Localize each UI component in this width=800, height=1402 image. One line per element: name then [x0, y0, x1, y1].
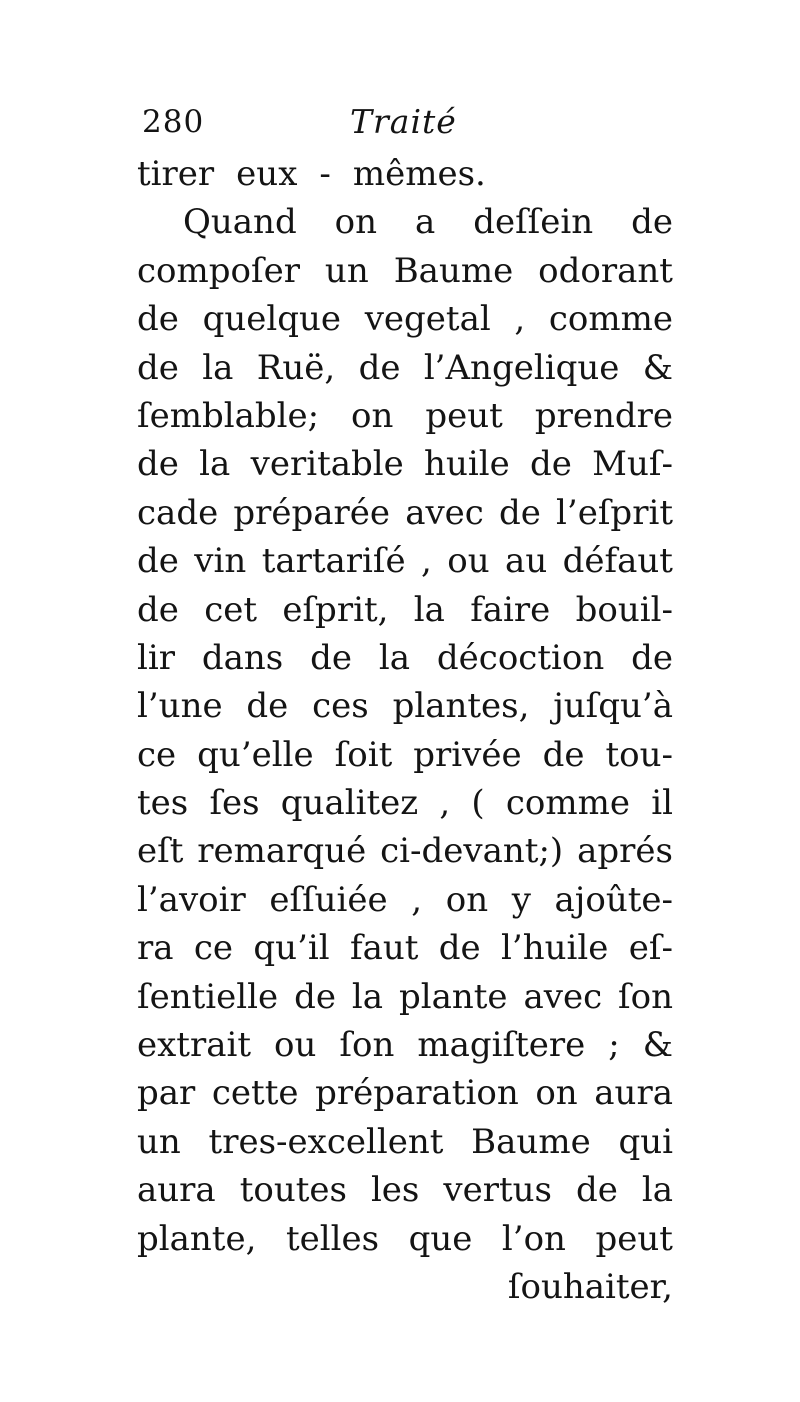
word: peut [425, 395, 503, 436]
word: l’on [501, 1218, 566, 1259]
text-line-8 [137, 489, 673, 537]
word: faut [350, 928, 419, 969]
word: plante [398, 976, 508, 1017]
word: de [438, 928, 481, 969]
word: préparée [233, 492, 391, 533]
word: peut [595, 1218, 673, 1259]
text-line-18 [137, 973, 673, 1021]
text-line-12 [137, 682, 673, 730]
word: vertus [443, 1170, 552, 1211]
word: lir [137, 637, 176, 678]
word: ; [608, 1025, 620, 1066]
word: , [421, 541, 432, 582]
word: a [414, 202, 436, 243]
word: qualitez [280, 783, 419, 824]
word: avec [523, 976, 603, 1017]
word: on [334, 202, 378, 243]
word: remarqué [197, 831, 367, 872]
word: eſt [137, 831, 184, 872]
word: quelque [202, 299, 342, 340]
word: préparation [315, 1073, 519, 1114]
word: de [137, 347, 179, 388]
word: aprés [577, 831, 673, 872]
word: de [530, 444, 572, 485]
word: ci-devant;) [380, 831, 564, 872]
word: prendre [534, 395, 673, 436]
word: ce [137, 734, 177, 775]
word: tirer [137, 154, 215, 194]
word: dans [201, 637, 284, 678]
word: de [137, 589, 179, 630]
word: ( [471, 783, 485, 824]
word: bouil- [575, 589, 673, 630]
word: eux [236, 154, 298, 194]
word: la [378, 637, 411, 678]
word: de [137, 541, 179, 582]
word: , [514, 299, 526, 340]
word: de [246, 686, 289, 727]
word: privée [413, 734, 522, 775]
word: vin [194, 541, 247, 582]
word: la [351, 976, 384, 1017]
word: extrait [137, 1025, 252, 1066]
text-line-4 [137, 295, 673, 343]
word: de [310, 637, 353, 678]
word: ajoûte- [554, 879, 673, 920]
text-line-14 [137, 779, 673, 827]
word: huile [424, 444, 510, 485]
word: odorant [538, 250, 673, 291]
word: magiſtere [417, 1025, 586, 1066]
word: l’eſprit [556, 492, 673, 533]
text-line-1 [137, 150, 673, 198]
word: de [499, 492, 541, 533]
running-head: Traité [350, 102, 457, 141]
word: compoſer [137, 250, 300, 291]
word: que [408, 1218, 473, 1259]
word: cette [211, 1073, 299, 1114]
word: plantes, [392, 686, 530, 727]
word: avec [405, 492, 484, 533]
word: ou [447, 541, 490, 582]
word: comme [548, 299, 673, 340]
word: au [505, 541, 548, 582]
word: la [202, 347, 234, 388]
word: de [631, 202, 673, 243]
word: Quand [183, 202, 297, 243]
word: de [631, 637, 673, 678]
text-line-19 [137, 1021, 673, 1069]
word: Baume [393, 250, 514, 291]
word: - [319, 154, 331, 194]
word: de [542, 734, 585, 775]
text-line-23 [137, 1215, 673, 1263]
word: l’avoir [137, 879, 246, 920]
body-text [137, 150, 673, 1311]
word: ſouhaiter, [507, 1266, 673, 1307]
word: l’Angelique [423, 347, 620, 388]
word: de [575, 1170, 618, 1211]
word: on [445, 879, 489, 920]
text-line-22 [137, 1166, 673, 1214]
text-line-11 [137, 634, 673, 682]
word: ſentielle [137, 976, 279, 1017]
word: eſſuiée [269, 879, 388, 920]
word: ſemblable; [137, 395, 320, 436]
word: , [411, 879, 423, 920]
word: qui [618, 1121, 673, 1162]
text-line-7 [137, 440, 673, 488]
word: on [535, 1073, 578, 1114]
word: de [358, 347, 401, 388]
text-line-20 [137, 1069, 673, 1117]
word: cet [204, 589, 258, 630]
text-line-5 [137, 344, 673, 392]
text-line-24 [137, 1263, 673, 1311]
text-line-6 [137, 392, 673, 440]
word: Baume [471, 1121, 591, 1162]
word: Muſ- [592, 444, 673, 485]
text-line-3 [137, 247, 673, 295]
word: ou [274, 1025, 317, 1066]
page-number: 280 [142, 104, 205, 140]
word: l’une [137, 686, 223, 727]
text-line-9 [137, 537, 673, 585]
word: un [137, 1121, 181, 1162]
word: tes [137, 783, 189, 824]
word: toutes [239, 1170, 347, 1211]
text-line-17 [137, 924, 673, 972]
word: telles [285, 1218, 380, 1259]
page-header [142, 100, 662, 148]
word: ces [312, 686, 369, 727]
word: ſon [339, 1025, 395, 1066]
text-line-15 [137, 827, 673, 875]
word: on [351, 395, 394, 436]
word: eſprit, [282, 589, 389, 630]
word: aura [137, 1170, 216, 1211]
text-line-2 [137, 198, 673, 246]
word: faire [470, 589, 551, 630]
word: deſſein [473, 202, 594, 243]
word: de [137, 299, 179, 340]
word: qu’elle [197, 734, 314, 775]
word: , [439, 783, 451, 824]
word: de [137, 444, 179, 485]
word: un [324, 250, 369, 291]
word: il [651, 783, 673, 824]
word: & [642, 1025, 673, 1066]
word: défaut [562, 541, 673, 582]
word: la [413, 589, 445, 630]
word: y [511, 879, 531, 920]
word: ſon [618, 976, 673, 1017]
word: eſ- [628, 928, 673, 969]
word: veritable [250, 444, 404, 485]
word: cade [137, 492, 219, 533]
word: tou- [605, 734, 673, 775]
word: les [370, 1170, 420, 1211]
word: de [294, 976, 336, 1017]
word: aura [594, 1073, 673, 1114]
word: ſoit [334, 734, 393, 775]
word: juſqu’à [553, 686, 673, 727]
text-line-16 [137, 876, 673, 924]
word: ſes [209, 783, 260, 824]
word: comme [505, 783, 630, 824]
word: tartariſé [261, 541, 406, 582]
text-line-10 [137, 586, 673, 634]
word: qu’il [253, 928, 330, 969]
word: la [641, 1170, 673, 1211]
word: l’huile [501, 928, 609, 969]
word: ra [137, 928, 174, 969]
word: tres-excellent [208, 1121, 444, 1162]
text-line-13 [137, 731, 673, 779]
word: Ruë, [256, 347, 336, 388]
word: décoction [436, 637, 605, 678]
word: mêmes. [352, 154, 486, 194]
word: plante, [137, 1218, 257, 1259]
word: & [642, 347, 673, 388]
word: par [137, 1073, 196, 1114]
text-line-21 [137, 1118, 673, 1166]
word: vegetal [364, 299, 491, 340]
word: la [199, 444, 231, 485]
word: ce [193, 928, 234, 969]
